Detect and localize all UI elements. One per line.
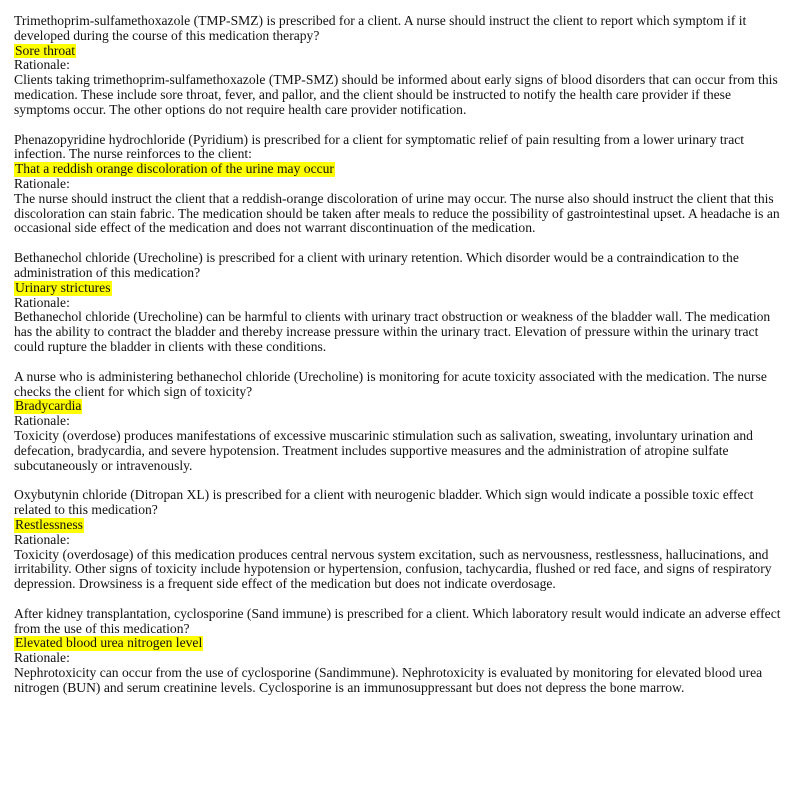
rationale-text: Nephrotoxicity can occur from the use of cyclosporine (Sandimmune). Nephrotoxicity is evaluated by monitoring for elevated blood urea nitrogen (BUN) and serum creatinine levels. Cyclosporine is an immunosuppressant but does not depress the bone marrow. (14, 665, 763, 695)
rationale-text: The nurse should instruct the client that a reddish-orange discoloration of urine may occur. The nurse also should instruct the client that this discoloration can stain fabric. The medication should be taken after meals to reduce the possibility of gastrointestinal upset. A headache is an occasional side effect of the medication and does not warrant discontinuation of the medication. (14, 190, 780, 236)
highlighted-answer: Elevated blood urea nitrogen level (15, 635, 203, 651)
question-text: A nurse who is administering bethanechol chloride (Urecholine) is monitoring for acute toxicity associated with the medication. The nurse checks the client for which sign of toxicity? (14, 368, 767, 399)
rationale-label: Rationale: (14, 531, 70, 547)
rationale-label: Rationale: (14, 650, 70, 666)
question-block-5 (14, 488, 782, 592)
question-block-6 (14, 607, 782, 696)
highlighted-answer: Bradycardia (15, 398, 82, 414)
highlighted-answer: Restlessness (15, 516, 83, 532)
question-text: Trimethoprim-sulfamethoxazole (TMP-SMZ) is prescribed for a client. A nurse should instruct the client to report which symptom if it developed during the course of this medication therapy? (14, 13, 747, 43)
question-text: After kidney transplantation, cyclosporine (Sand immune) is prescribed for a client. Which laboratory result would indicate an adverse effect from the use of this medication? (14, 605, 781, 636)
rationale-text: Bethanechol chloride (Urecholine) can be harmful to clients with urinary tract obstruction or weakness of the bladder wall. The medication has the ability to contract the bladder and thereby increase pressure within the urinary tract. Elevation of pressure within the urinary tract could rupture the bladder in clients with these conditions. (14, 309, 771, 354)
rationale-label: Rationale: (14, 413, 70, 429)
rationale-text: Toxicity (overdose) produces manifestations of excessive muscarinic stimulation such as salivation, sweating, involuntary urination and defecation, bradycardia, and severe hypotension. Treatment includes supportive measures and the administration of atropine sulfate subcutaneously or intravenously. (14, 427, 753, 473)
highlighted-answer: That a reddish orange discoloration of the urine may occur (15, 161, 334, 177)
question-text: Bethanechol chloride (Urecholine) is prescribed for a client with urinary retention. Which disorder would be a contraindication to the administration of this medication? (14, 250, 739, 280)
highlighted-answer: Sore throat (15, 42, 76, 58)
question-text: Oxybutynin chloride (Ditropan XL) is prescribed for a client with neurogenic bladder. Which sign would indicate a possible toxic effect related to this medication? (14, 487, 754, 518)
rationale-label: Rationale: (14, 175, 70, 191)
highlighted-answer: Urinary strictures (15, 279, 111, 295)
question-block-3 (14, 251, 782, 355)
question-block-2 (14, 133, 782, 237)
question-block-1 (14, 14, 782, 118)
rationale-label: Rationale: (14, 294, 70, 310)
rationale-label: Rationale: (14, 57, 70, 73)
question-text: Phenazopyridine hydrochloride (Pyridium) is prescribed for a client for symptomatic relief of pain resulting from a lower urinary tract infection. The nurse reinforces to the client: (14, 131, 745, 162)
rationale-text: Clients taking trimethoprim-sulfamethoxazole (TMP-SMZ) should be informed about early signs of blood disorders that can occur from this medication. These include sore throat, fever, and pallor, and the client should be instructed to notify the health care provider if these symptoms occur. The other options do not require health care provider notification. (14, 72, 778, 117)
rationale-text: Toxicity (overdosage) of this medication produces central nervous system excitation, such as nervousness, restlessness, hallucinations, and irritability. Other signs of toxicity include hypotension or hypertension, confusion, tachycardia, flushed or red face, and signs of respiratory depression. Drowsiness is a frequent side effect of the medication but does not indicate overdosage. (14, 546, 772, 592)
question-block-4 (14, 370, 782, 474)
